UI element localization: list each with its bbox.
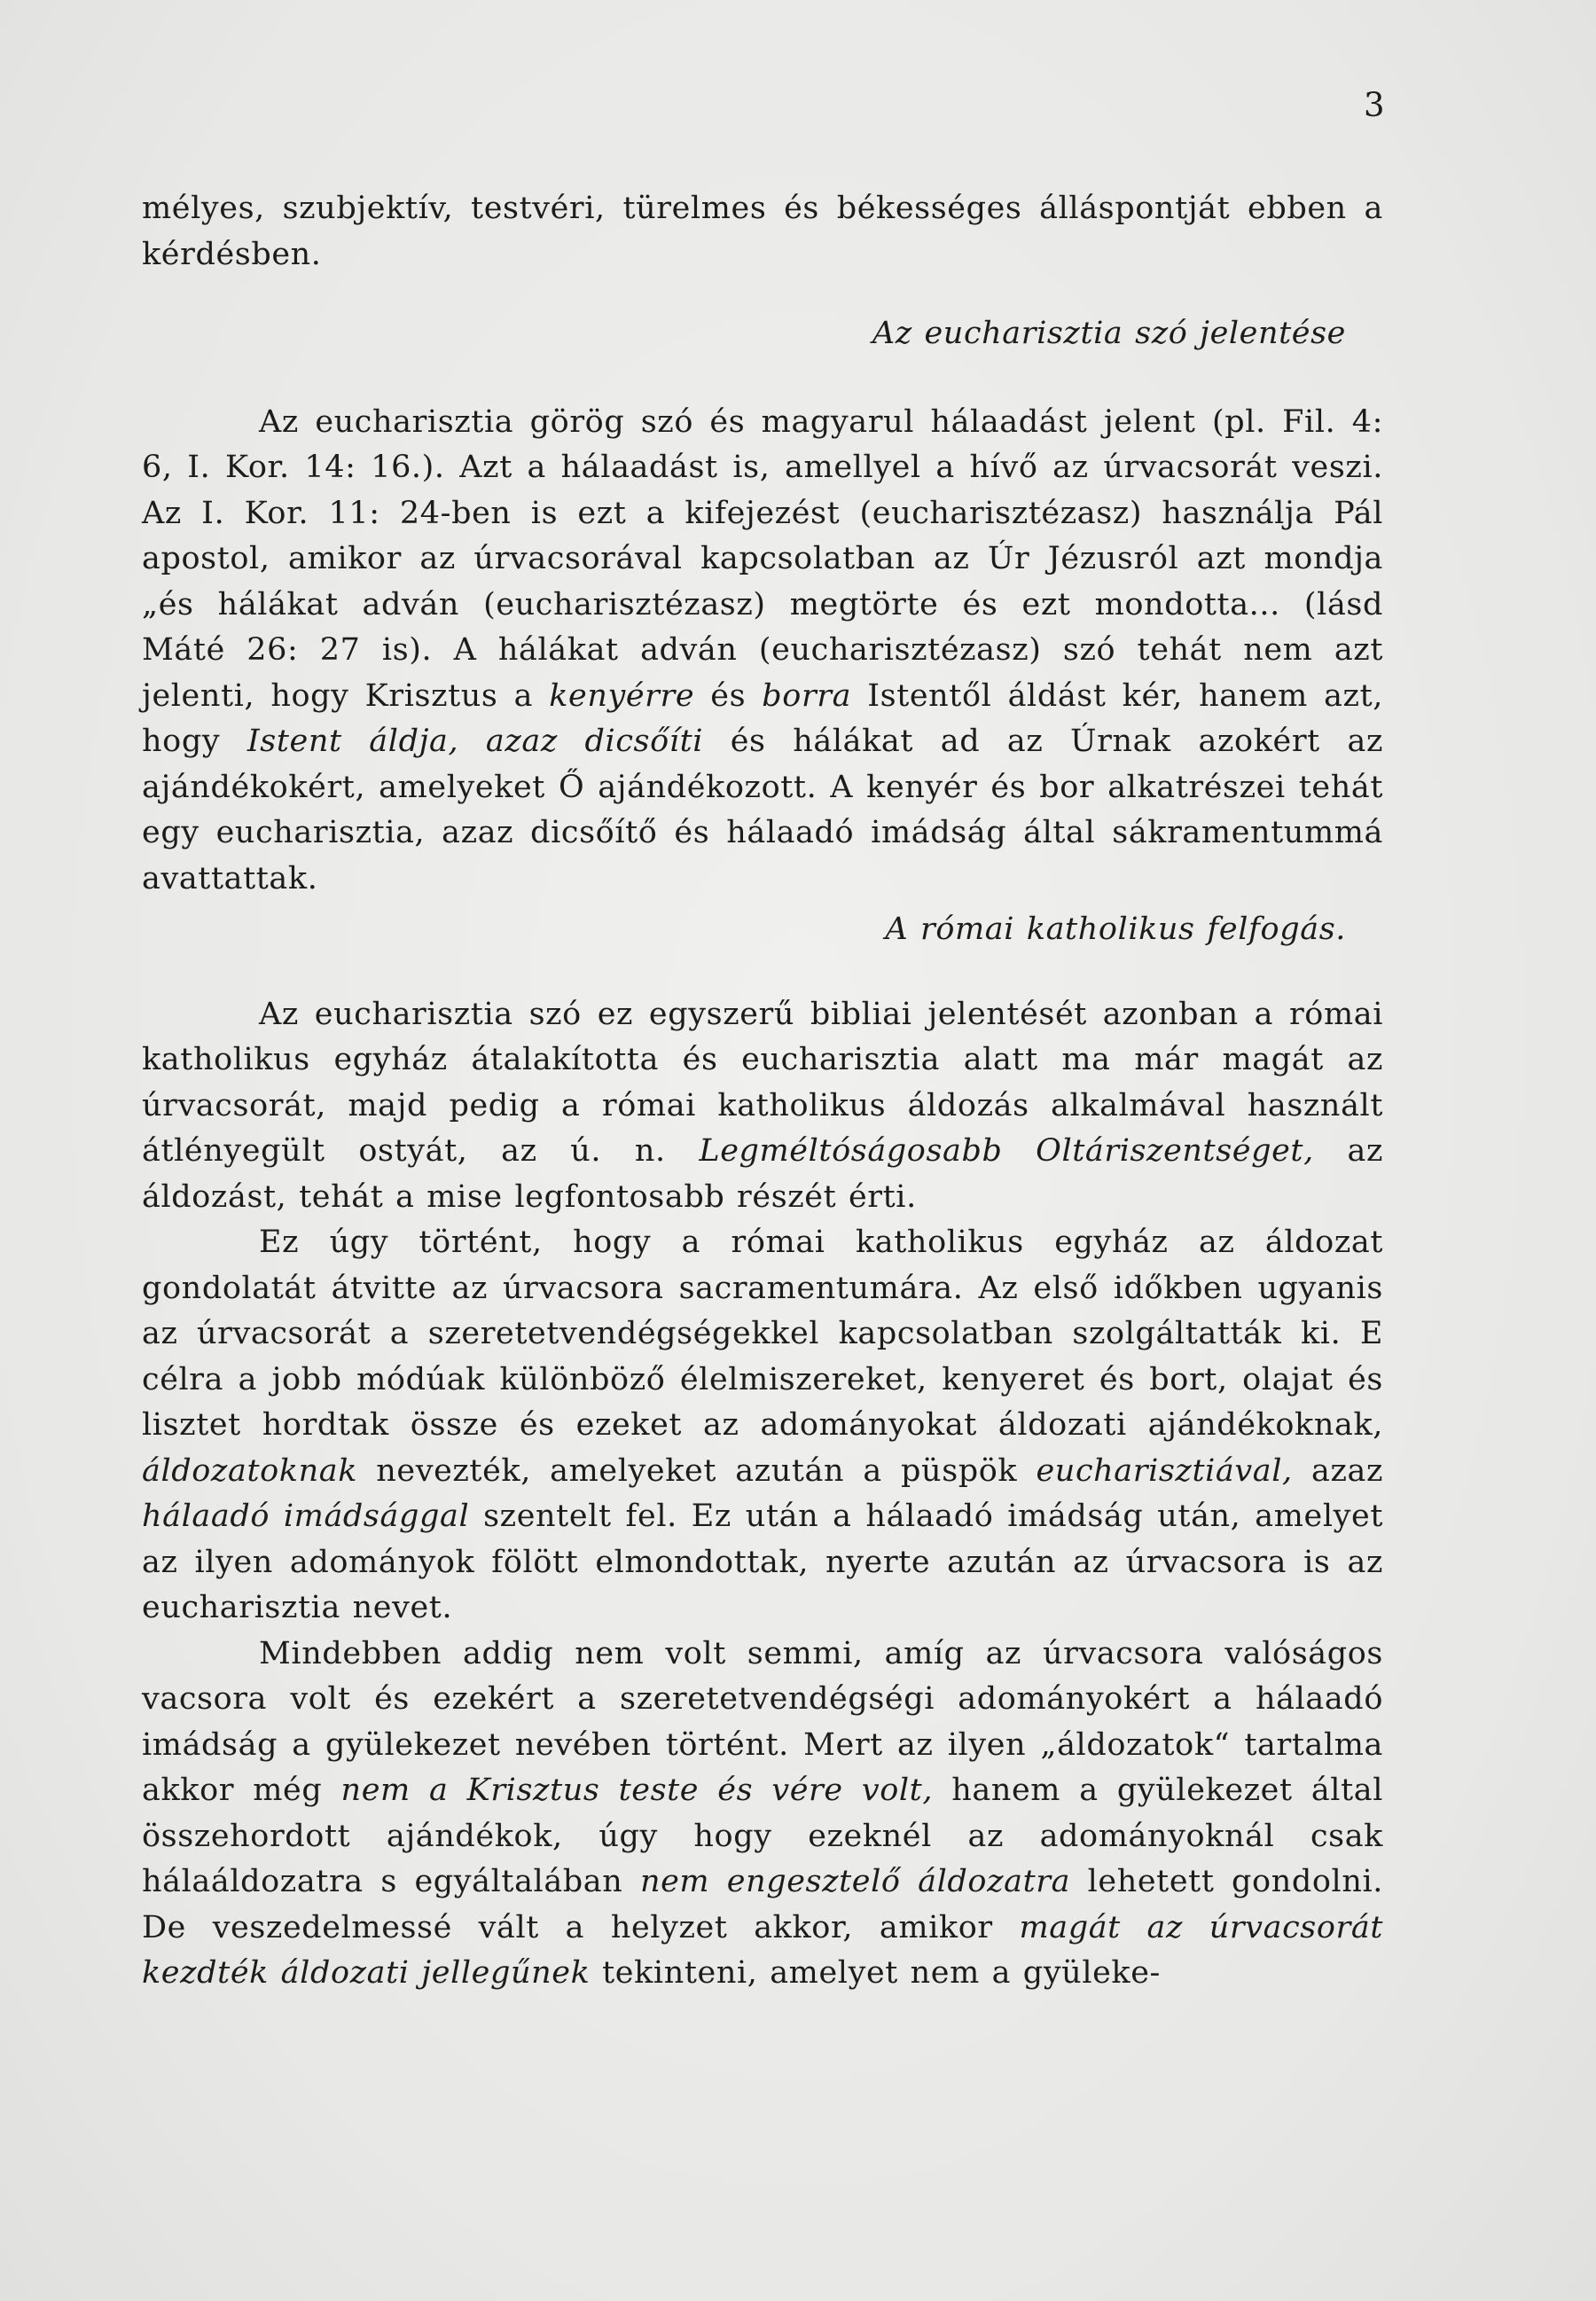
text-run: szentelt fel. Ez után a hálaadó imádság után, amelyet az ilyen adományok fölött elmondottak, nyerte azután az úrvacsora is az eucharisztia nevet. (142, 1499, 1383, 1625)
text-run: azaz (1311, 1452, 1384, 1489)
italic-run: borra (762, 677, 852, 714)
section-heading-meaning: Az eucharisztia szó jelentése (872, 316, 1346, 351)
italic-run: Istent áldja, azaz dicsőíti (246, 724, 704, 759)
italic-run: eucharisztiával, (1036, 1452, 1293, 1489)
text-run: és (710, 677, 747, 714)
text-run: Istentől áldást kér, hanem azt, hogy (142, 677, 1383, 759)
italic-run: nem engesztelő áldozatra (639, 1864, 1071, 1899)
paragraph-catholic-1 (142, 992, 1383, 1221)
italic-run: magát az úrvacsorát kezdték áldozati jellegűnek (142, 1909, 1383, 1991)
page-body (142, 186, 1383, 1997)
paragraph-catholic-2 (142, 1220, 1383, 1632)
text-run: tekinteni, amelyet nem a gyüleke- (602, 1955, 1161, 1991)
text-run: Az eucharisztia görög szó és magyarul hálaadást jelent (pl. Fil. 4: 6, I. Kor. 14: 16.). Azt a hálaadást is, amellyel a hívő az úrvacsorát veszi. Az I. Kor. 11: 24-ben is ezt a kifejezést (eucharisztézasz) használja Pál apostol, amikor az úrvacsorával kapcsolatban az Úr Jézusról azt mondja „és hálákat adván (eucharisztézasz) megtörte és ezt mondotta... (lásd Máté 26: 27 is). A hálákat adván (eucharisztézasz) szó tehát nem azt jelenti, hogy Krisztus a (142, 403, 1383, 714)
italic-run: Legméltóságosabb Oltáriszentséget, (699, 1133, 1314, 1169)
paragraph-meaning (142, 400, 1383, 903)
text-run: hanem a gyülekezet által összehordott ajándékok, úgy hogy ezeknél az adományoknál csak hálaáldozatra s egyáltalában (142, 1773, 1384, 1899)
intro-paragraph: mélyes, szubjektív, testvéri, türelmes és békességes álláspontját ebben a kérdésben. (142, 191, 1383, 272)
italic-run: nem a Krisztus teste és vére volt, (340, 1773, 934, 1808)
italic-run: hálaadó imádsággal (142, 1499, 470, 1534)
italic-run: áldozatoknak (142, 1452, 358, 1489)
text-run: nevezték, amelyeket azután a püspök (376, 1452, 1018, 1489)
section-heading-catholic: A római katholikus felfogás. (885, 912, 1346, 947)
text-run: Ez úgy történt, hogy a római katholikus egyház az áldozat gondolatát átvitte az úrvacsora sacramentumára. Az első időkben ugyanis az úrvacsorát a szeretetvendégségekkel kapcsolatban szolgáltatták ki. E célra a jobb módúak különböző élelmiszereket, kenyeret és bort, olajat és lisztet hordtak össze és ezeket az adományokat áldozati ajándékoknak, (142, 1225, 1383, 1443)
paragraph-catholic-3 (142, 1632, 1383, 1997)
text-run: és hálákat ad az Úrnak azokért az ajándékokért, amelyeket Ő ajándékozott. A kenyér és bor alkatrészei tehát egy eucharisztia, azaz dicsőítő és hálaadó imádság által sákramentummá avattattak. (142, 724, 1383, 896)
text-run: Az eucharisztia szó ez egyszerű bibliai jelentését azonban a római katholikus egyház átalakította és eucharisztia alatt ma már magát az úrvacsorát, majd pedig a római katholikus áldozás alkalmával használt átlényegült ostyát, az ú. n. (142, 996, 1383, 1169)
page-number: 3 (1364, 86, 1385, 124)
italic-run: kenyérre (549, 677, 695, 714)
text-run: az áldozást, tehát a mise legfontosabb részét érti. (142, 1133, 1383, 1215)
text-run: lehetett gondolni. De veszedelmessé vált a helyzet akkor, amikor (142, 1864, 1383, 1945)
text-run: Mindebben addig nem volt semmi, amíg az úrvacsora valóságos vacsora volt és ezekért a szeretetvendégségi adományokért a hálaadó imádság a gyülekezet nevében történt. Mert az ilyen „áldozatok“ tartalma akkor még (142, 1635, 1383, 1808)
